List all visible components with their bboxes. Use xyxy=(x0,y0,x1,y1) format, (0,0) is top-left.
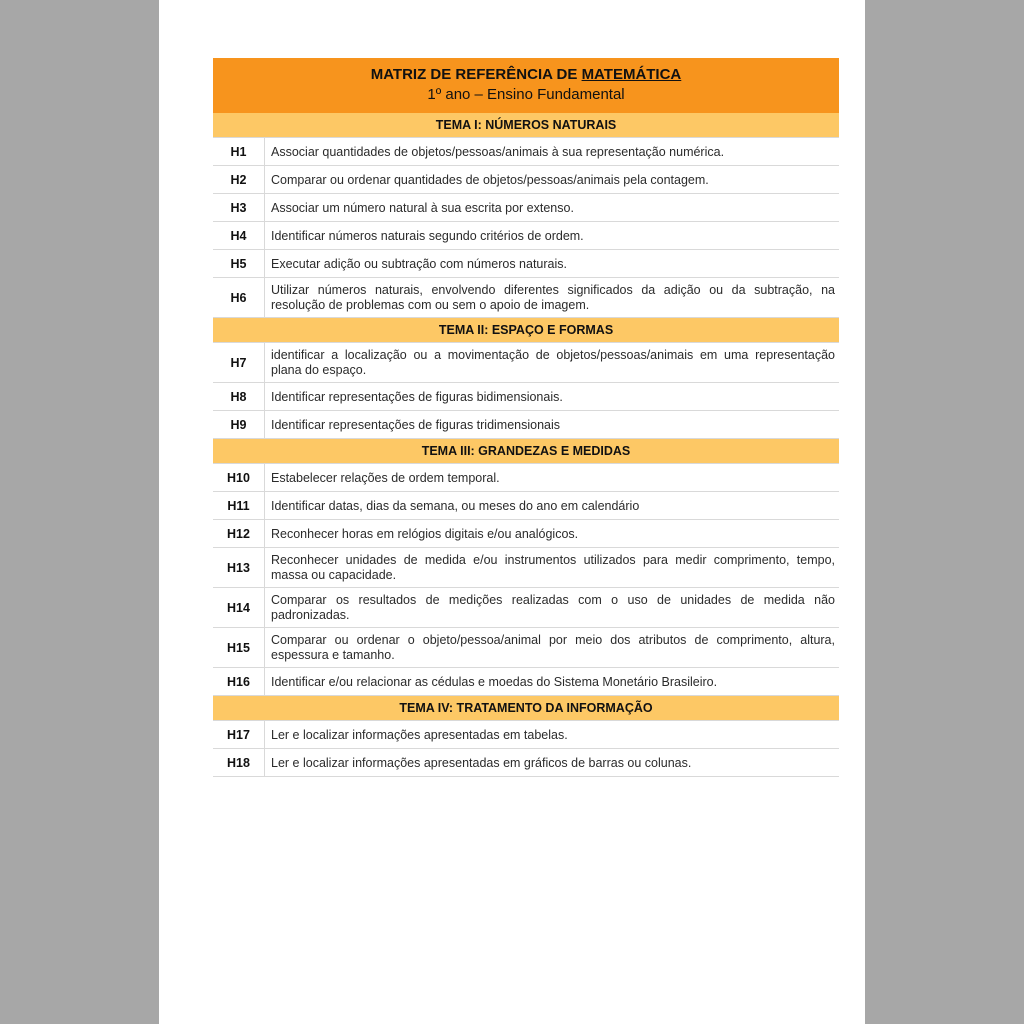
skill-code: H14 xyxy=(213,588,265,627)
skill-code: H11 xyxy=(213,492,265,519)
skill-code: H8 xyxy=(213,383,265,410)
table-row xyxy=(213,464,839,492)
document-page xyxy=(159,0,865,1024)
skill-description: Identificar representações de figuras bidimensionais. xyxy=(271,389,563,404)
reference-matrix-table xyxy=(213,58,839,777)
table-row xyxy=(213,343,839,383)
skill-description: Identificar e/ou relacionar as cédulas e moedas do Sistema Monetário Brasileiro. xyxy=(271,674,718,689)
skill-code: H5 xyxy=(213,250,265,277)
skill-description: Reconhecer horas em relógios digitais e/ou analógicos. xyxy=(271,526,579,541)
table-row xyxy=(213,194,839,222)
skill-description: Executar adição ou subtração com números naturais. xyxy=(271,256,567,271)
title-subject: MATEMÁTICA xyxy=(581,66,682,83)
skill-code: H15 xyxy=(213,628,265,667)
table-row xyxy=(213,411,839,439)
theme-heading: TEMA II: ESPAÇO E FORMAS xyxy=(213,318,839,343)
skill-code: H1 xyxy=(213,138,265,165)
matrix-title xyxy=(213,65,839,85)
skill-description: Identificar datas, dias da semana, ou meses do ano em calendário xyxy=(271,498,640,513)
table-row xyxy=(213,588,839,628)
skill-code: H18 xyxy=(213,749,265,776)
skill-code: H12 xyxy=(213,520,265,547)
skill-code: H17 xyxy=(213,721,265,748)
table-row xyxy=(213,749,839,777)
title-prefix: MATRIZ DE REFERÊNCIA DE xyxy=(370,66,582,83)
skill-description: Ler e localizar informações apresentadas em tabelas. xyxy=(271,727,568,742)
skill-description: Comparar os resultados de medições realizadas com o uso de unidades de medida não padronizadas. xyxy=(271,592,835,622)
skill-description: Comparar ou ordenar o objeto/pessoa/animal por meio dos atributos de comprimento, altura, espessura e tamanho. xyxy=(271,632,835,662)
skill-code: H4 xyxy=(213,222,265,249)
theme-heading: TEMA IV: TRATAMENTO DA INFORMAÇÃO xyxy=(213,696,839,721)
skill-description: Reconhecer unidades de medida e/ou instrumentos utilizados para medir comprimento, tempo, massa ou capacidade. xyxy=(271,552,835,582)
skill-description: identificar a localização ou a movimentação de objetos/pessoas/animais em uma representação plana do espaço. xyxy=(271,347,835,377)
skill-description: Associar quantidades de objetos/pessoas/animais à sua representação numérica. xyxy=(271,144,725,159)
skill-code: H3 xyxy=(213,194,265,221)
skill-code: H16 xyxy=(213,668,265,695)
table-row xyxy=(213,492,839,520)
table-row xyxy=(213,520,839,548)
skill-code: H10 xyxy=(213,464,265,491)
skill-description: Identificar representações de figuras tridimensionais xyxy=(271,417,561,432)
skill-code: H2 xyxy=(213,166,265,193)
skill-description: Ler e localizar informações apresentadas em gráficos de barras ou colunas. xyxy=(271,755,692,770)
theme-heading: TEMA III: GRANDEZAS E MEDIDAS xyxy=(213,439,839,464)
table-row xyxy=(213,138,839,166)
table-row xyxy=(213,668,839,696)
table-row xyxy=(213,278,839,318)
table-row xyxy=(213,222,839,250)
skill-code: H6 xyxy=(213,278,265,317)
matrix-header xyxy=(213,58,839,113)
table-row xyxy=(213,166,839,194)
skill-description: Estabelecer relações de ordem temporal. xyxy=(271,470,500,485)
skill-code: H9 xyxy=(213,411,265,438)
table-row xyxy=(213,548,839,588)
skill-description: Associar um número natural à sua escrita por extenso. xyxy=(271,200,574,215)
table-row xyxy=(213,721,839,749)
skill-code: H13 xyxy=(213,548,265,587)
skill-description: Identificar números naturais segundo critérios de ordem. xyxy=(271,228,584,243)
theme-heading: TEMA I: NÚMEROS NATURAIS xyxy=(213,113,839,138)
skill-code: H7 xyxy=(213,343,265,382)
skill-description: Comparar ou ordenar quantidades de objetos/pessoas/animais pela contagem. xyxy=(271,172,709,187)
table-row xyxy=(213,383,839,411)
matrix-subtitle: 1º ano – Ensino Fundamental xyxy=(427,86,625,103)
skill-description: Utilizar números naturais, envolvendo diferentes significados da adição ou da subtração, na resolução de problemas com ou sem o apoio de imagem. xyxy=(271,282,835,312)
table-row xyxy=(213,250,839,278)
table-row xyxy=(213,628,839,668)
